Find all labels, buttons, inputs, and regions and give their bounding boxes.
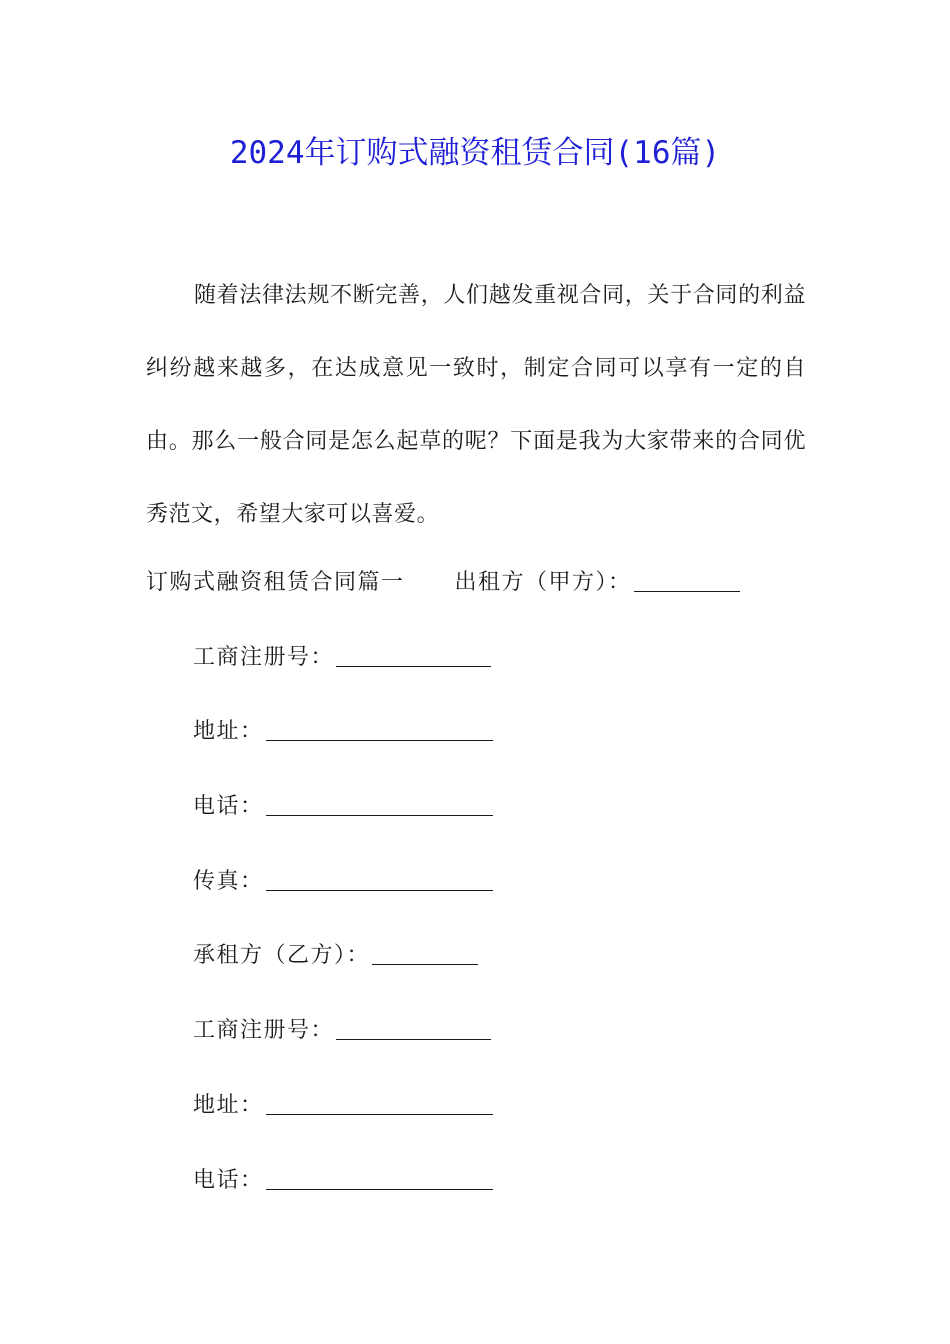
field-blank [336, 639, 491, 667]
field-label: 电话： [193, 794, 264, 819]
section-heading-line [146, 558, 740, 608]
page-title: 2024年订购式融资租赁合同(16篇) [229, 135, 721, 171]
field-blank [266, 713, 493, 741]
field-blank [372, 937, 478, 965]
field-label: 承租方（乙方）： [193, 943, 371, 968]
field-label: 地址： [193, 1093, 264, 1118]
section-heading: 订购式融资租赁合同篇一 [146, 570, 405, 595]
lessor-label: 出租方（甲方）： [454, 570, 632, 595]
field-label: 电话： [193, 1168, 264, 1193]
field-lessor-fax [193, 857, 493, 907]
field-lessor-phone [193, 782, 493, 832]
field-lessor-address [193, 707, 493, 757]
field-blank [266, 788, 493, 816]
intro-paragraph: 随着法律法规不断完善，人们越发重视合同，关于合同的利益纠纷越来越多，在达成意见一致时，制定合同可以享有一定的自由。那么一般合同是怎么起草的呢？下面是我为大家带来的合同优秀范文，希望大家可以喜爱。 [146, 283, 806, 527]
field-label: 工商注册号： [193, 1018, 335, 1043]
field-lessee [193, 931, 478, 981]
lessor-blank [634, 564, 740, 592]
field-blank [266, 1087, 493, 1115]
field-lessee-registration [193, 1006, 491, 1056]
field-label: 传真： [193, 869, 264, 894]
field-blank [336, 1012, 491, 1040]
field-lessee-phone [193, 1156, 493, 1206]
field-lessor-registration [193, 633, 491, 683]
field-label: 地址： [193, 719, 264, 744]
field-lessee-address [193, 1081, 493, 1131]
field-blank [266, 1162, 493, 1190]
field-label: 工商注册号： [193, 645, 335, 670]
field-blank [266, 863, 493, 891]
